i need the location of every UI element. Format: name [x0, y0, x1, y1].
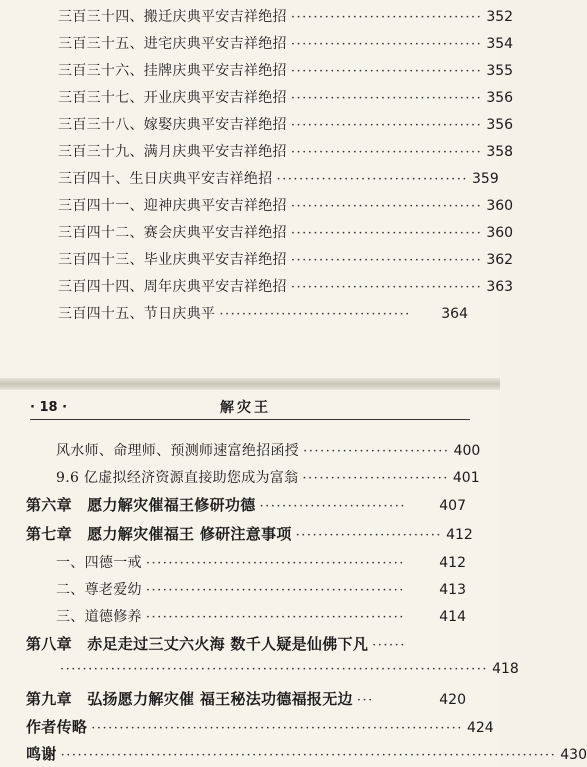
- page-header: [30, 395, 470, 420]
- toc-entry: [58, 276, 514, 296]
- toc-entry-page: 414: [439, 609, 466, 625]
- toc-entry-title: 三百三十九、满月庆典平安吉祥绝招: [58, 144, 287, 160]
- toc-entry: [58, 6, 514, 26]
- toc-chapter: [26, 688, 466, 709]
- toc-entry-title: 风水师、命理师、预测师速富绝招函授: [56, 443, 300, 459]
- leader-dots: ··································: [290, 91, 483, 106]
- toc-entry-page: 412: [446, 527, 473, 543]
- leader-dots: ··································································: [91, 721, 463, 736]
- toc-entry-title: 二、尊老爱幼: [56, 582, 142, 598]
- leader-dots: ··································: [290, 118, 483, 133]
- leader-dots: ························································································: [60, 748, 557, 763]
- leader-dots: ··································: [290, 10, 483, 25]
- toc-entry: [56, 440, 481, 460]
- toc-entry-page: 360: [486, 198, 514, 214]
- toc-chapter-title: 作者传略: [26, 718, 88, 736]
- toc-continuation: [56, 661, 519, 677]
- leader-dots: ··············································: [145, 556, 405, 571]
- toc-entry: [58, 249, 514, 269]
- leader-dots: ··································: [290, 37, 483, 52]
- toc-entry-page: 358: [486, 144, 514, 160]
- toc-entry-page: 430: [560, 747, 587, 763]
- toc-chapter-title: 鸣谢: [26, 745, 57, 763]
- leader-dots: ··································: [290, 280, 483, 295]
- toc-entry-title: 三百四十四、周年庆典平安吉祥绝招: [58, 279, 287, 295]
- toc-entry-page: 359: [472, 171, 499, 187]
- toc-entry: [58, 168, 499, 188]
- leader-dots: ··································: [290, 199, 483, 214]
- toc-entry: [56, 552, 466, 572]
- toc-entry: [58, 222, 514, 242]
- toc-entry: [58, 141, 514, 161]
- leader-dots: ··································: [276, 172, 468, 187]
- toc-entry: [58, 87, 514, 107]
- leader-dots: ··························: [295, 528, 443, 543]
- toc-entry-page: 356: [486, 90, 514, 106]
- toc-entry: [58, 33, 514, 53]
- leader-dots: ···: [356, 693, 374, 708]
- toc-entry-title: 三百三十八、嫁娶庆典平安吉祥绝招: [58, 117, 287, 133]
- leader-dots: ··············································: [145, 610, 405, 625]
- toc-entry-title: 9.6 亿虚拟经济资源直接助您成为富翁: [56, 470, 299, 486]
- toc-entry-page: 420: [439, 692, 466, 708]
- toc-entry-title: 三百三十七、开业庆典平安吉祥绝招: [58, 90, 287, 106]
- leader-dots: ··························: [303, 444, 450, 459]
- toc-entry-page: 363: [486, 279, 514, 295]
- toc-entry-page: 356: [486, 117, 514, 133]
- toc-entry-page: 355: [486, 63, 514, 79]
- toc-chapter: [26, 716, 494, 737]
- toc-chapter-title: 第九章 弘扬愿力解灾催 福王秘法功德福报无边: [26, 690, 353, 708]
- toc-entry: [58, 60, 514, 80]
- toc-entry: [58, 195, 514, 215]
- leader-dots: ··································: [219, 307, 411, 322]
- toc-entry-title: 三百三十六、挂牌庆典平安吉祥绝招: [58, 63, 287, 79]
- toc-entry-title: 三百四十二、赛会庆典平安吉祥绝招: [58, 225, 287, 241]
- leader-dots: ··································: [290, 226, 483, 241]
- toc-entry-page: 364: [441, 306, 468, 322]
- toc-entry-title: 三百三十五、进宅庆典平安吉祥绝招: [58, 36, 287, 52]
- toc-entry-page: 413: [439, 582, 466, 598]
- toc-entry-title: 三百四十、生日庆典平安吉祥绝招: [58, 171, 273, 187]
- toc-entry-page: 400: [453, 443, 481, 459]
- toc-entry-page: 354: [486, 36, 514, 52]
- leader-dots: ············································································: [60, 662, 489, 677]
- page-number: · 18 ·: [30, 399, 68, 415]
- leader-dots: ··············································: [145, 583, 405, 598]
- toc-entry-title: 三百四十一、迎神庆典平安吉祥绝招: [58, 198, 287, 214]
- toc-chapter: [26, 633, 466, 654]
- toc-entry-title: 一、四德一戒: [56, 555, 142, 571]
- toc-chapter-title: 第六章 愿力解灾催福王修研功德: [26, 496, 256, 514]
- toc-entry-page: 362: [486, 252, 514, 268]
- toc-entry-page: 418: [492, 661, 519, 677]
- toc-entry-page: 352: [486, 9, 514, 25]
- leader-dots: ··································: [290, 253, 483, 268]
- toc-entry: [58, 303, 468, 323]
- toc-entry-title: 三、道德修养: [56, 609, 142, 625]
- page-title: 解灾王: [220, 400, 271, 416]
- toc-chapter-title: 第七章 愿力解灾催福王 修研注意事项: [26, 525, 292, 543]
- toc-entry-page: 360: [486, 225, 514, 241]
- toc-entry-title: 三百四十五、节日庆典平: [58, 306, 216, 322]
- leader-dots: ··························: [302, 471, 449, 486]
- toc-entry: [58, 114, 514, 134]
- page-gutter: [0, 378, 500, 390]
- toc-entry-page: 412: [439, 555, 466, 571]
- toc-chapter: [26, 494, 466, 515]
- toc-entry-page: 401: [452, 470, 480, 486]
- toc-chapter: [26, 523, 473, 544]
- toc-entry-page: 424: [466, 720, 494, 736]
- toc-chapter-title: 第八章 赤足走过三丈六火海 数千人疑是仙佛下凡: [26, 635, 369, 653]
- toc-entry-page: 407: [439, 498, 466, 514]
- toc-chapter: [26, 743, 587, 764]
- toc-entry-title: 三百三十四、搬迁庆典平安吉祥绝招: [58, 9, 287, 25]
- leader-dots: ··································: [290, 145, 483, 160]
- toc-entry-title: 三百四十三、毕业庆典平安吉祥绝招: [58, 252, 287, 268]
- leader-dots: ··································: [290, 64, 483, 79]
- leader-dots: ··························: [259, 499, 406, 514]
- leader-dots: ······: [372, 638, 406, 653]
- toc-entry: [56, 606, 466, 626]
- toc-entry: [56, 467, 480, 487]
- toc-entry: [56, 579, 466, 599]
